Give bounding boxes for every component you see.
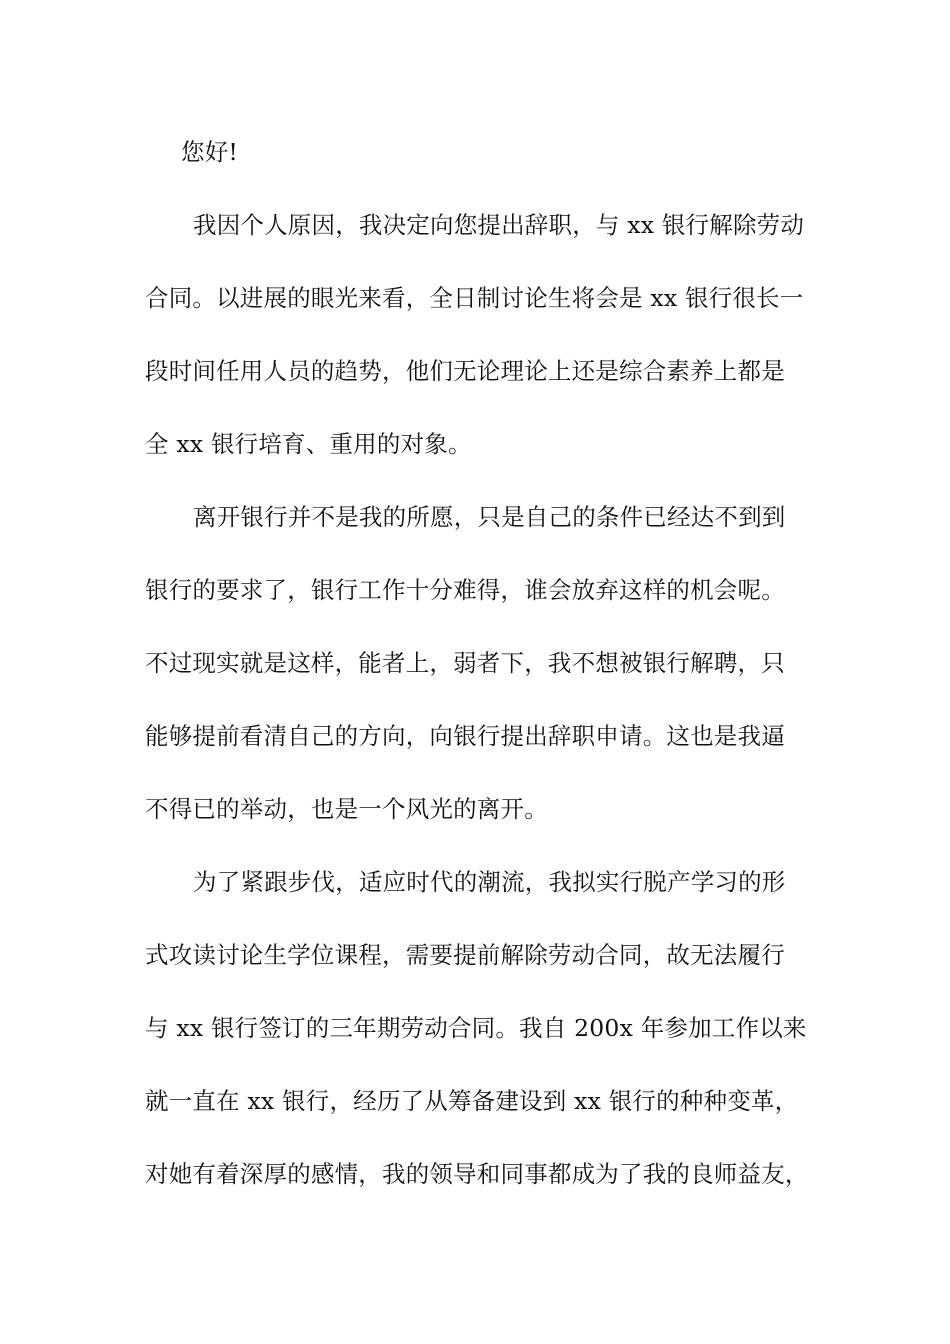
- paragraph-2-line-1: 离开银行并不是我的所愿，只是自己的条件已经达不到到: [193, 503, 786, 531]
- paragraph-2-line-5: 不得已的举动，也是一个风光的离开。: [145, 795, 548, 823]
- paragraph-3-line-3: 与 xx 银行签订的三年期劳动合同。我自 200x 年参加工作以来: [145, 1014, 807, 1042]
- paragraph-2-line-3: 不过现实就是这样，能者上，弱者下，我不想被银行解聘，只: [145, 649, 785, 677]
- paragraph-1-line-2: 合同。以进展的眼光来看，全日制讨论生将会是 xx 银行很长一: [145, 284, 804, 312]
- paragraph-2-line-4: 能够提前看清自己的方向，向银行提出辞职申请。这也是我逼: [145, 722, 785, 750]
- paragraph-3-line-4: 就一直在 xx 银行，经历了从筹备建设到 xx 银行的种种变革，: [145, 1087, 799, 1115]
- paragraph-3-line-1: 为了紧跟步伐，适应时代的潮流，我拟实行脱产学习的形: [193, 868, 786, 896]
- paragraph-1-line-4: 全 xx 银行培育、重用的对象。: [145, 430, 472, 458]
- greeting: 您好!: [181, 138, 239, 166]
- paragraph-2-line-2: 银行的要求了，银行工作十分难得，谁会放弃这样的机会呢。: [145, 576, 785, 604]
- paragraph-3-line-5: 对她有着深厚的感情，我的领导和同事都成为了我的良师益友，: [145, 1160, 809, 1188]
- paragraph-3-line-2: 式攻读讨论生学位课程，需要提前解除劳动合同，故无法履行: [145, 941, 785, 969]
- paragraph-1-line-3: 段时间任用人员的趋势，他们无论理论上还是综合素养上都是: [145, 357, 785, 385]
- paragraph-1-line-1: 我因个人原因，我决定向您提出辞职，与 xx 银行解除劳动: [193, 211, 805, 239]
